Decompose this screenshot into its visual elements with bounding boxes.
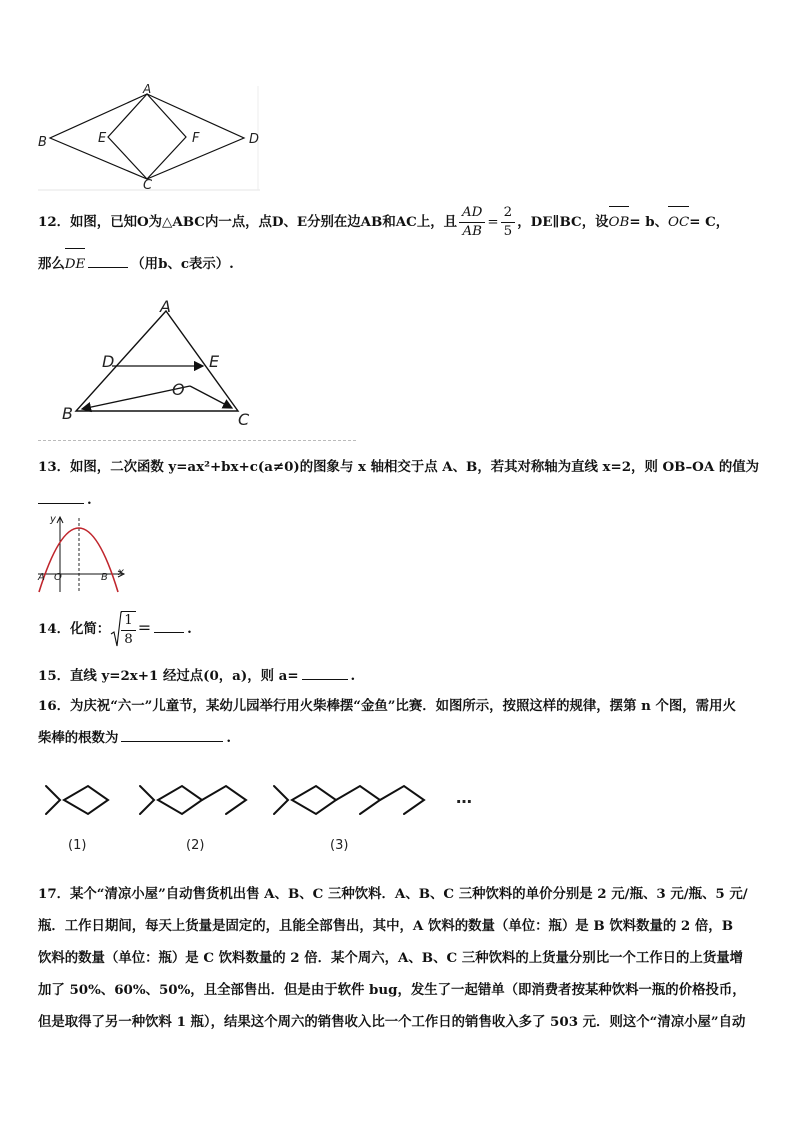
- vector-de: DE: [65, 249, 86, 281]
- label-C: C: [238, 410, 250, 429]
- fraction-1-8: $\frac{1}{8}$: [121, 611, 136, 649]
- vector-ob: OB: [609, 207, 630, 239]
- fraction-2-5: $\frac{2}{5}$: [501, 204, 516, 241]
- answer-blank-13[interactable]: [38, 489, 84, 504]
- label-E: E: [98, 131, 107, 146]
- answer-blank-12[interactable]: [88, 253, 128, 268]
- label-D: D: [249, 132, 260, 147]
- question-14: 14．化简： $\frac{1}{8}$ = .: [38, 608, 768, 650]
- question-16: 16．为庆祝“六一”儿童节，某幼儿园举行用火柴棒摆“金鱼”比赛．如图所示，按照这样的规律，摆第 n 个图，需用火: [38, 698, 736, 714]
- fraction-ad-ab: $\frac{AD}{AB}$: [459, 204, 485, 241]
- label-fig-3: (3): [330, 838, 349, 853]
- divider: [38, 440, 356, 441]
- label-y: y: [50, 514, 56, 525]
- label-A: A: [38, 572, 45, 583]
- label-D: D: [102, 352, 115, 371]
- label-B: B: [101, 572, 108, 583]
- answer-blank-15[interactable]: [302, 665, 348, 680]
- question-17-line3: 饮料的数量（单位：瓶）是 C 饮料数量的 2 倍．某个周六，A、B、C 三种饮料的上货量分别比一个工作日的上货量增: [38, 950, 744, 966]
- vector-oc: OC: [668, 207, 689, 239]
- question-17-line5: 但是取得了另一种饮料 1 瓶），结果这个周六的销售收入比一个工作日的销售收入多了 503 元．则这个“清凉小屋”自动: [38, 1014, 746, 1030]
- label-B: B: [62, 404, 73, 423]
- label-E: E: [209, 352, 220, 371]
- question-15: 15．直线 y=2x+1 经过点(0，a)，则 a= .: [38, 660, 768, 692]
- question-17-line2: 瓶．工作日期间，每天上货量是固定的，且能全部售出，其中，A 饮料的数量（单位：瓶）是 B 饮料数量的 2 倍，B: [38, 918, 734, 934]
- label-O: O: [172, 380, 185, 399]
- label-O: O: [54, 572, 62, 583]
- label-A: A: [143, 82, 152, 96]
- answer-blank-14[interactable]: [154, 618, 184, 633]
- label-x: x: [118, 567, 124, 578]
- ellipsis: …: [456, 788, 472, 807]
- question-12: 12．如图，已知O为△ABC内一点，点D、E分别在边AB和AC上，且 $\frac{AD}{AB}$ = $\frac{2}{5}$ ，DE∥BC，设OB= b、OC= C，: [38, 205, 730, 239]
- question-13: 13．如图，二次函数 y=ax²+bx+c(a≠0)的图象与 x 轴相交于点 A、B，若其对称轴为直线 x=2，则 OB–OA 的值为: [38, 459, 760, 475]
- question-16-line2: 柴棒的根数为 .: [38, 722, 768, 754]
- question-12-line2: 那么DE （用b、c表示）.: [38, 248, 768, 281]
- label-C: C: [143, 178, 153, 193]
- question-17-line1: 17．某个“清凉小屋”自动售货机出售 A、B、C 三种饮料．A、B、C 三种饮料的单价分别是 2 元/瓶、3 元/瓶、5 元/: [38, 886, 748, 902]
- question-13-line2: .: [38, 484, 768, 516]
- label-B: B: [38, 135, 47, 150]
- answer-blank-16[interactable]: [121, 727, 223, 742]
- figure-parabola: [34, 512, 130, 594]
- question-17-line4: 加了 50%、60%、50%，且全部售出．但是由于软件 bug，发生了一起错单（即消费者按某种饮料一瓶的价格投币，: [38, 982, 746, 998]
- label-fig-2: (2): [186, 838, 205, 853]
- label-fig-1: (1): [68, 838, 87, 853]
- label-A: A: [160, 297, 171, 316]
- label-F: F: [192, 131, 200, 146]
- figure-matchstick-fish: [40, 772, 480, 834]
